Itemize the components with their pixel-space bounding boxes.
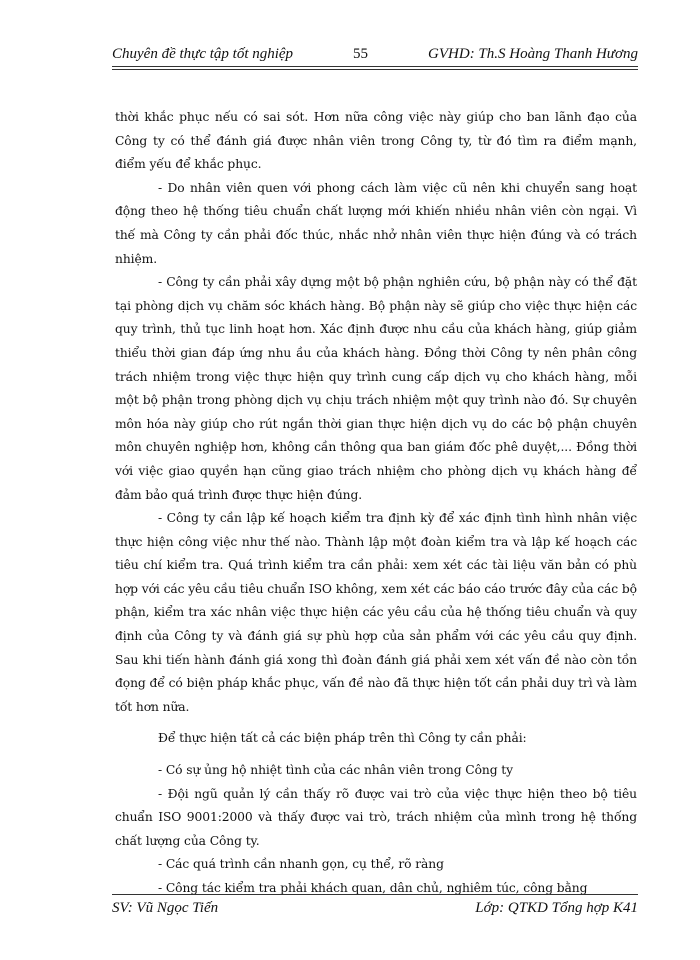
paragraph-periodic-inspection: - Công ty cần lập kế hoạch kiểm tra định kỳ để xác định tình hình nhân việc thực hiện công việc như thế nào. Thành lập một đoàn kiểm tra và lập kế hoạch các tiêu chí kiểm tra. Quá trình kiểm tra cần phải: xem xét các tài liệu văn bản có phù hợp với các yêu cầu tiêu chuẩn ISO không, xem xét các báo cáo trước đây của các bộ phận, kiểm tra xác nhân việc thực hiện các yêu cầu của hệ thống tiêu chuẩn và quy định của Công ty và đánh giá sự phù hợp của sản phẩm với các yêu cầu quy định. Sau khi tiến hành đánh giá xong thì đoàn đánh giá phải xem xét vấn đề nào còn tồn đọng để có biện pháp khắc phục, vấn đề nào đã thực hiện tốt cần phải duy trì và làm tốt hơn nữa.	[115, 511, 637, 714]
page-footer	[112, 894, 638, 917]
paragraph-requirements-intro: Để thực hiện tất cả các biện pháp trên thì Công ty cần phải:	[158, 731, 527, 746]
list-item: - Có sự ủng hộ nhiệt tình của các nhân viên trong Công ty	[158, 763, 513, 778]
list-item: - Đội ngũ quản lý cần thấy rõ được vai trò của việc thực hiện theo bộ tiêu chuẩn ISO 9001:2000 và thấy được vai trò, trách nhiệm của mình trong hệ thống chất lượng của Công ty.	[115, 786, 637, 848]
class-name: Lớp: QTKD Tổng hợp K41	[475, 900, 638, 916]
body-text	[115, 106, 637, 901]
list-item: - Công tác kiểm tra phải khách quan, dân chủ, nghiêm túc, công bằng	[158, 881, 588, 895]
document-title: Chuyên đề thực tập tốt nghiệp	[112, 46, 294, 62]
list-item: - Các quá trình cần nhanh gọn, cụ thể, rõ ràng	[158, 857, 444, 872]
paragraph-research-unit: - Công ty cần phải xây dựng một bộ phận nghiên cứu, bộ phận này có thể đặt tại phòng dịch vụ chăm sóc khách hàng. Bộ phận này sẽ giúp cho việc thực hiện các quy trình, thủ tục linh hoạt hơn. Xác định được nhu cầu của khách hàng, giúp giảm thiểu thời gian đáp ứng nhu ầu của khách hàng. Đồng thời Công ty nên phân công trách nhiệm trong việc thực hiện quy trình cung cấp dịch vụ cho khách hàng, mỗi một bộ phận trong phòng dịch vụ chịu trách nhiệm một quy trình nào đó. Sự chuyên môn hóa này giúp cho rút ngắn thời gian thực hiện dịch vụ do các bộ phận chuyên môn chuyên nghiệp hơn, không cần thông qua ban giám đốc phê duyệt,... Đồng thời với việc giao quyền hạn cũng giao trách nhiệm cho phòng dịch vụ khách hàng để đảm bảo quá trình được thực hiện đúng.	[115, 275, 637, 502]
page-number: 55	[353, 46, 369, 62]
page-header	[112, 37, 638, 67]
paragraph-continuation: thời khắc phục nếu có sai sót. Hơn nữa công việc này giúp cho ban lãnh đạo của Công ty có thể đánh giá được nhân viên trong Công ty, từ đó tìm ra điểm mạnh, điểm yếu để khắc phục.	[115, 110, 637, 172]
advisor-name: GVHD: Th.S Hoàng Thanh Hương	[428, 46, 638, 62]
student-name: SV: Vũ Ngọc Tiến	[112, 900, 219, 916]
paragraph-staff-habits: - Do nhân viên quen với phong cách làm việc cũ nên khi chuyển sang hoạt động theo hệ thống tiêu chuẩn chất lượng mới khiến nhiều nhân viên còn ngại. Vì thế mà Công ty cần phải đốc thúc, nhắc nhở nhân viên thực hiện đúng và có trách nhiệm.	[115, 180, 637, 266]
